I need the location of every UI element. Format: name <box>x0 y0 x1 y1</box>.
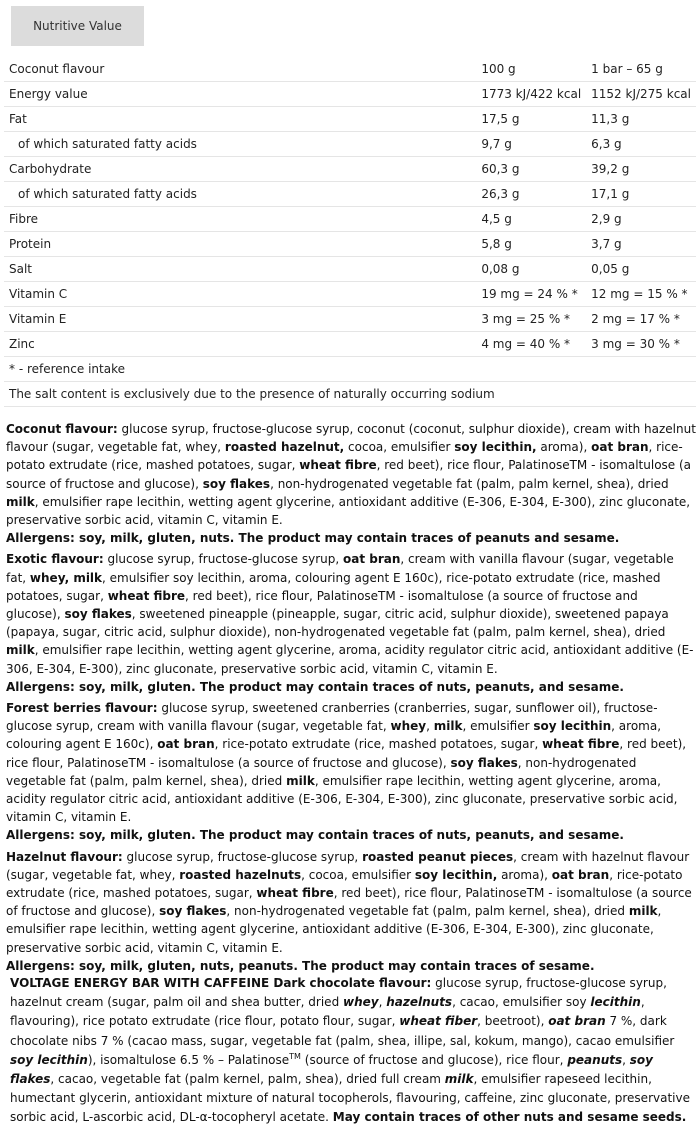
allergen-ingredient: wheat fibre <box>542 737 620 752</box>
ingredient-text: , rice-potato extrudate (rice, mashed potatoes, sugar, <box>214 737 543 752</box>
flavour-heading: Forest berries flavour: <box>6 701 158 716</box>
nutrient-name: Energy value <box>4 82 476 107</box>
ingredient-text: , non-hydrogenated vegetable fat (palm, palm kernel, shea), dried <box>226 904 629 919</box>
exotic-ingredients <box>6 550 696 677</box>
nutrient-name: of which saturated fatty acids <box>4 182 476 207</box>
ingredient-text: , emulsifier rape lecithin, wetting agent glycerine, aroma, acidity regulator citric acid, antioxidant additive (E-306, E-304, E-300), zinc gluconate, preservative sorbic acid, vitamin C, vitamin E. <box>6 773 678 825</box>
nutrient-name: Vitamin E <box>4 307 476 332</box>
table-row <box>4 382 696 407</box>
nutrient-name: Salt <box>4 257 476 282</box>
allergen-ingredient: milk <box>286 773 315 788</box>
hazelnut-ingredients <box>6 848 696 957</box>
allergen-ingredient: roasted hazelnuts <box>179 867 302 882</box>
ingredient-text: , cream with hazelnut flavour (sugar, vegetable fat, whey, <box>6 849 690 882</box>
table-row <box>4 207 696 232</box>
flavour-heading: Coconut flavour: <box>6 422 118 436</box>
ingredient-text: , non-hydrogenated vegetable fat (palm, palm kernel, shea), dried <box>6 755 637 788</box>
ingredient-text: , red beet), rice flour, PalatinoseTM - isomaltulose (a source of fructose and glucose), <box>6 588 638 622</box>
traces-warning: May contain traces of other nuts and sesame seeds. <box>332 1110 687 1125</box>
ingredient-text: 7 %, dark chocolate nibs 7 % (cacao mass, sugar, vegetable fat (palm, shea, illipe, sal, kokum, mango), cacao emulsifier <box>10 1014 675 1048</box>
allergen-ingredient: milk <box>444 1072 474 1087</box>
ingredient-text: glucose syrup, sweetened cranberries (cranberries, sugar, sunflower oil), fructose-glucose syrup, cream with vanilla flavour (sugar, vegetable fat, <box>6 701 658 734</box>
ingredient-text: , sweetened pineapple (pineapple, sugar, citric acid, sulphur dioxide), sweetened papaya (papaya, sugar, citric acid, sulphur dioxide), non-hydrogenated vegetable fat (palm, palm kernel, shea), dried <box>6 607 669 640</box>
flavour-heading: VOLTAGE ENERGY BAR WITH CAFFEINE Dark chocolate flavour: <box>10 976 432 990</box>
ingredient-text: , cream with vanilla flavour (sugar, vegetable fat, <box>6 552 674 585</box>
nutrient-per-100: 4 mg = 40 % * <box>476 332 586 357</box>
ingredient-text: , flavouring), rice potato extrudate (rice flour, potato flour, sugar, <box>10 995 645 1029</box>
ingredient-text: , <box>622 1052 630 1067</box>
ingredient-text: , red beet), rice flour, PalatinoseTM - isomaltulose (a source of fructose and glucose), <box>6 458 692 491</box>
allergen-ingredient: lecithin <box>590 995 641 1010</box>
allergen-ingredient: hazelnuts <box>386 995 453 1010</box>
ingredient-text: , aroma, colouring agent E 160c), <box>6 719 662 752</box>
allergen-ingredient: wheat fibre <box>107 588 186 603</box>
nutrient-per-bar: 17,1 g <box>586 182 696 207</box>
table-header-row <box>4 57 696 82</box>
table-row <box>4 332 696 357</box>
nutrient-per-bar: 11,3 g <box>586 107 696 132</box>
forest-berries-ingredients <box>6 699 696 826</box>
allergen-ingredient: milk <box>6 494 35 509</box>
flavour-heading: Exotic flavour: <box>6 552 104 567</box>
coconut-ingredients <box>6 420 696 529</box>
nutrient-per-bar: 0,05 g <box>586 257 696 282</box>
ingredient-text: , emulsifier rapeseed lecithin, humectant glycerin, antioxidant mixture of natural tocopherols, flavouring, caffeine, zinc gluconate, preservative sorbic acid, L-ascorbic acid, DL-α-tocopheryl acetate. <box>10 1072 690 1125</box>
allergen-ingredient: soy lecithin <box>533 719 612 734</box>
allergen-ingredient: milk <box>433 719 463 734</box>
allergen-ingredient: soy flakes <box>10 1052 653 1087</box>
allergen-ingredient: wheat fibre <box>256 886 334 901</box>
exotic-allergens: Allergens: soy, milk, gluten. The product may contain traces of nuts, peanuts, and sesame. <box>6 679 624 694</box>
ingredient-text: (source of fructose and glucose), rice flour, <box>300 1052 568 1067</box>
ingredient-text: glucose syrup, fructose-glucose syrup, coconut (coconut, sulphur dioxide), cream with hazelnut flavour (sugar, vegetable fat, whey, <box>6 422 696 455</box>
nutrient-name: Vitamin C <box>4 282 476 307</box>
ingredient-text: , red beet), rice flour, PalatinoseTM - isomaltulose (a source of fructose and glucose), <box>6 737 687 770</box>
forest-berries-allergens: Allergens: soy, milk, gluten. The product may contain traces of nuts, peanuts, and sesame. <box>6 828 624 843</box>
coconut-allergens: Allergens: soy, milk, gluten, nuts. The product may contain traces of peanuts and sesame. <box>6 531 620 546</box>
nutrient-name: of which saturated fatty acids <box>4 132 476 157</box>
ingredient-text: , beetroot), <box>477 1014 549 1029</box>
reference-intake-note: * - reference intake <box>4 357 696 382</box>
nutrition-table <box>4 57 696 407</box>
ingredient-text: glucose syrup, fructose-glucose syrup, hazelnut cream (sugar, palm oil and shea butter, dried <box>10 976 667 1010</box>
allergen-ingredient: oat bran <box>157 737 215 752</box>
allergen-ingredient: roasted hazelnut, <box>224 440 345 455</box>
header-per-100: 100 g <box>476 57 586 82</box>
nutrient-per-100: 5,8 g <box>476 232 586 257</box>
nutrient-name: Zinc <box>4 332 476 357</box>
ingredient-text: aroma), <box>536 440 592 455</box>
allergen-ingredient: whey <box>343 995 379 1010</box>
allergen-ingredient: soy lecithin <box>10 1052 88 1067</box>
ingredient-text: , red beet), rice flour, PalatinoseTM - isomaltulose (a source of fructose and glucose), <box>6 886 692 919</box>
ingredient-text: , <box>426 719 434 734</box>
salt-content-note: The salt content is exclusively due to the presence of naturally occurring sodium <box>4 382 696 407</box>
allergen-ingredient: soy flakes <box>159 904 227 919</box>
ingredient-text: , <box>378 995 387 1010</box>
table-row <box>4 282 696 307</box>
ingredient-text: , cacao, vegetable fat (palm kernel, palm, shea), dried full cream <box>50 1072 445 1087</box>
hazelnut-allergens: Allergens: soy, milk, gluten, nuts, peanuts. The product may contain traces of sesame. <box>6 958 595 973</box>
ingredient-text: cocoa, emulsifier <box>344 440 455 455</box>
allergen-ingredient: soy flakes <box>450 755 518 770</box>
nutrient-name: Fat <box>4 107 476 132</box>
allergen-ingredient: wheat fiber <box>399 1014 478 1029</box>
allergen-ingredient: roasted peanut pieces <box>362 849 514 864</box>
nutrient-per-bar: 39,2 g <box>586 157 696 182</box>
voltage-section <box>10 974 696 1128</box>
nutrient-name: Protein <box>4 232 476 257</box>
ingredients-section <box>6 420 696 975</box>
ingredient-text: , emulsifier rape lecithin, wetting agent glycerine, antioxidant additive (E-306, E-304, E-300), zinc gluconate, preservative sorbic acid, vitamin C, vitamin E. <box>6 904 662 955</box>
ingredient-text: , non-hydrogenated vegetable fat (palm, palm kernel, shea), dried <box>270 476 669 491</box>
nutrient-per-100: 17,5 g <box>476 107 586 132</box>
ingredient-text: , emulsifier rape lecithin, wetting agent glycerine, antioxidant additive (E-306, E-304, E-300), zinc gluconate, preservative sorbic acid, vitamin C, vitamin E. <box>6 494 691 528</box>
table-row <box>4 157 696 182</box>
table-row <box>4 182 696 207</box>
table-row <box>4 307 696 332</box>
allergen-ingredient: soy flakes <box>202 476 271 491</box>
header-per-bar: 1 bar – 65 g <box>586 57 696 82</box>
allergen-ingredient: oat bran <box>551 867 610 882</box>
nutrient-per-bar: 3,7 g <box>586 232 696 257</box>
ingredient-text: , cocoa, emulsifier <box>301 867 415 882</box>
ingredient-text: , emulsifier rape lecithin, wetting agent glycerine, aroma, acidity regulator citric acid, antioxidant additive (E-306, E-304, E-300), zinc gluconate, preservative sorbic acid, vitamin C, vitamin E. <box>6 643 694 676</box>
ingredient-text: , emulsifier <box>462 719 534 734</box>
nutrient-per-100: 26,3 g <box>476 182 586 207</box>
nutrient-per-100: 60,3 g <box>476 157 586 182</box>
table-row <box>4 82 696 107</box>
nutritive-value-tab[interactable]: Nutritive Value <box>11 6 144 46</box>
nutrient-per-bar: 2 mg = 17 % * <box>586 307 696 332</box>
voltage-ingredients <box>10 974 696 1128</box>
allergen-ingredient: soy lecithin, <box>454 440 537 455</box>
ingredient-text: , cacao, emulsifier soy <box>452 995 591 1010</box>
allergen-ingredient: oat bran <box>343 552 401 567</box>
allergen-ingredient: whey <box>390 719 427 734</box>
ingredient-text: glucose syrup, fructose-glucose syrup, <box>103 552 343 567</box>
ingredient-text: , emulsifier soy lecithin, aroma, colouring agent E 160c), rice-potato extrudate (rice, mashed potatoes, sugar, <box>6 570 661 603</box>
nutrient-per-bar: 1152 kJ/275 kcal <box>586 82 696 107</box>
ingredient-text: ), isomaltulose 6.5 % – Palatinose <box>87 1052 290 1067</box>
nutrient-per-bar: 12 mg = 15 % * <box>586 282 696 307</box>
table-row <box>4 257 696 282</box>
nutrient-per-100: 0,08 g <box>476 257 586 282</box>
allergen-ingredient: soy lecithin, <box>414 867 498 882</box>
allergen-ingredient: wheat fibre <box>299 458 377 473</box>
ingredient-text: aroma), <box>497 867 552 882</box>
table-row <box>4 232 696 257</box>
nutrient-per-bar: 6,3 g <box>586 132 696 157</box>
allergen-ingredient: soy flakes <box>64 607 132 622</box>
nutrient-name: Carbohydrate <box>4 157 476 182</box>
nutrient-per-100: 19 mg = 24 % * <box>476 282 586 307</box>
nutrient-per-bar: 2,9 g <box>586 207 696 232</box>
ingredient-text: glucose syrup, fructose-glucose syrup, <box>122 849 363 864</box>
nutrient-per-100: 9,7 g <box>476 132 586 157</box>
allergen-ingredient: oat bran <box>591 440 649 455</box>
allergen-ingredient: milk <box>6 643 35 658</box>
flavour-heading: Hazelnut flavour: <box>6 849 123 864</box>
nutrient-name: Fibre <box>4 207 476 232</box>
table-row <box>4 107 696 132</box>
allergen-ingredient: oat bran <box>548 1014 606 1029</box>
allergen-ingredient: whey, milk <box>29 570 103 585</box>
ingredient-text: , rice-potato extrudate (rice, mashed potatoes, sugar, <box>6 867 683 901</box>
table-row <box>4 357 696 382</box>
nutrient-per-bar: 3 mg = 30 % * <box>586 332 696 357</box>
trademark-superscript: TM <box>289 1051 301 1061</box>
allergen-ingredient: milk <box>628 904 658 919</box>
header-flavour: Coconut flavour <box>4 57 476 82</box>
nutrient-per-100: 1773 kJ/422 kcal <box>476 82 586 107</box>
nutrient-per-100: 3 mg = 25 % * <box>476 307 586 332</box>
table-row <box>4 132 696 157</box>
ingredient-text: , rice-potato extrudate (rice, mashed potatoes, sugar, <box>6 440 683 473</box>
nutrient-per-100: 4,5 g <box>476 207 586 232</box>
allergen-ingredient: peanuts <box>567 1052 623 1067</box>
